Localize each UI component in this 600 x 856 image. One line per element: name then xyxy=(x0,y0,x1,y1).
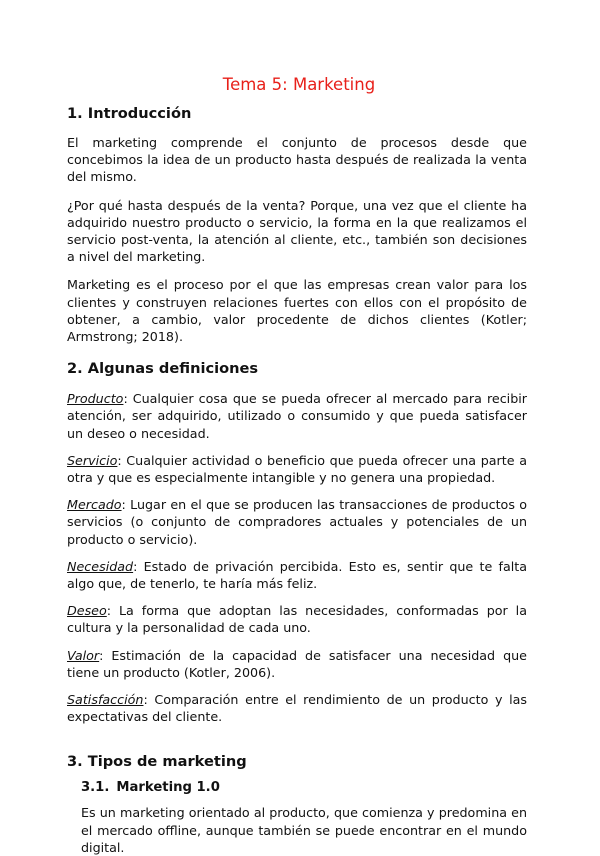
intro-paragraph: Marketing es el proceso por el que las empresas crean valor para los clientes y construyen relaciones fuertes con ellos con el propósito de obtener, a cambio, valor procedente de dichos clientes (Kotler; Armstrong; 2018). xyxy=(67,277,527,345)
definition-term: Necesidad xyxy=(67,558,134,574)
definition-text: : La forma que adoptan las necesidades, conformadas por la cultura y la personalidad de cada uno. xyxy=(67,603,527,636)
subsection-number: 3.1. xyxy=(81,780,110,796)
definition-satisfaccion xyxy=(67,691,527,725)
definition-producto xyxy=(67,390,527,442)
definition-text: : Comparación entre el rendimiento de un producto y las expectativas del cliente. xyxy=(67,692,527,725)
section-heading-introduccion: 1. Introducción xyxy=(67,105,192,122)
subsection-paragraph: Es un marketing orientado al producto, que comienza y predomina en el mercado offline, aunque también se puede encontrar en el mundo digital. xyxy=(81,805,527,855)
definition-mercado xyxy=(67,496,527,548)
intro-paragraph: ¿Por qué hasta después de la venta? Porque, una vez que el cliente ha adquirido nuestro producto o servicio, la forma en la que realizamos el servicio post-venta, la atención al cliente, etc., también son decisiones a nivel del marketing. xyxy=(67,197,527,265)
definition-term: Satisfacción xyxy=(67,692,144,708)
definition-term: Servicio xyxy=(67,452,118,468)
section-heading-definiciones: 2. Algunas definiciones xyxy=(67,360,259,378)
definition-term: Deseo xyxy=(67,603,107,619)
definition-text: : Cualquier cosa que se pueda ofrecer al mercado para recibir atención, ser adquirido, utilizado o consumido y que pueda satisfacer un deseo o necesidad. xyxy=(67,391,527,441)
definition-text: : Cualquier actividad o beneficio que pueda ofrecer una parte a otra y que es especialmente intangible y no genera una propiedad. xyxy=(67,452,527,486)
definition-necesidad xyxy=(67,558,527,592)
definition-text: : Estado de privación percibida. Esto es, sentir que te falta algo que, de tenerlo, te haría más feliz. xyxy=(67,558,527,592)
definition-term: Valor xyxy=(67,647,100,663)
definition-text: : Estimación de la capacidad de satisfacer una necesidad que tiene un producto (Kotler, 2006). xyxy=(67,647,527,680)
definition-text: : Lugar en el que se producen las transacciones de productos o servicios (o conjunto de compradores actuales y potenciales de un producto o servicio). xyxy=(67,497,527,547)
document-title: Tema 5: Marketing xyxy=(222,75,376,94)
definition-deseo xyxy=(67,602,527,636)
definition-servicio xyxy=(67,452,527,486)
section-heading-tipos: 3. Tipos de marketing xyxy=(67,753,247,771)
subsection-title: Marketing 1.0 xyxy=(116,780,220,796)
definition-term: Mercado xyxy=(67,497,122,513)
subsection-heading xyxy=(81,779,527,796)
definition-term: Producto xyxy=(67,391,124,407)
definition-valor xyxy=(67,647,527,681)
intro-paragraph: El marketing comprende el conjunto de procesos desde que concebimos la idea de un producto hasta después de realizada la venta del mismo. xyxy=(67,135,527,185)
